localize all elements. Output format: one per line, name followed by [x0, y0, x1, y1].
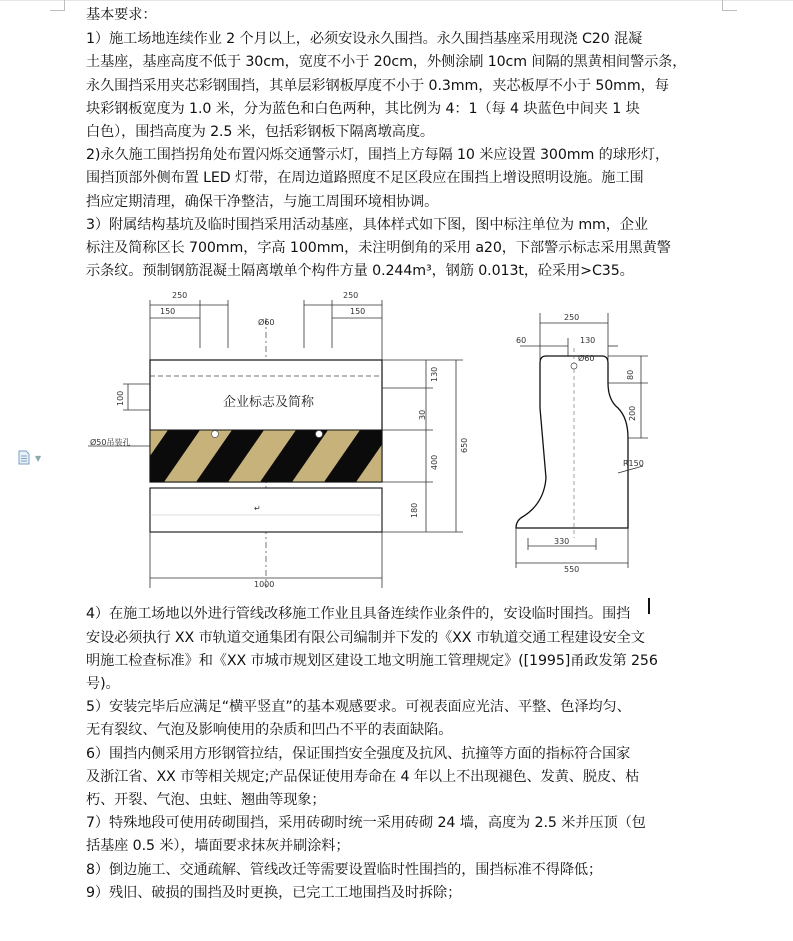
lifting-hole-label: Ø50吊装孔	[90, 438, 131, 448]
dim-label: 650	[460, 438, 469, 454]
text-line: 无有裂纹、气泡及影响使用的杂质和凹凸不平的表面缺陷。	[86, 722, 453, 739]
text-line: 2)永久施工围挡拐角处布置闪烁交通警示灯，围挡上方每隔 10 米应设置 300mm 的球形灯，	[86, 147, 670, 164]
front-left-dimension	[123, 384, 150, 410]
text-line: 土基座，基座高度不低于 30cm，宽度不小于 20cm，外侧涂刷 10cm 间隔的黑黄相间警示条，	[86, 54, 687, 71]
dim-label: 250	[564, 313, 580, 323]
front-base-band	[150, 488, 382, 532]
text-line: 安设必须执行 XX 市轨道交通集团有限公司编制并下发的《XX 市轨道交通工程建设安全文	[86, 629, 645, 646]
text-line: 8）倒边施工、交通疏解、管线改迁等需要设置临时性围挡的，围挡标准不得降低；	[86, 861, 603, 878]
front-right-dimensions	[382, 360, 463, 532]
warning-stripes	[132, 430, 456, 482]
dim-label: Ø60	[258, 318, 275, 328]
dim-label: 1000	[254, 580, 275, 590]
text-line: 括基座 0.5 米），墙面要求抹灰并刷涂料；	[86, 838, 350, 855]
text-line: 1）施工场地连续作业 2 个月以上，必须安设永久围挡。永久围挡基座采用现浇 C20 混凝	[86, 31, 643, 48]
dim-label: 130	[430, 367, 439, 383]
text-line: 示条纹。预制钢筋混凝土隔离墩单个构件方量 0.244m³，钢筋 0.013t，砼采用>C35。	[86, 263, 634, 280]
dim-label: 330	[554, 537, 570, 547]
paragraphs-after-figure	[86, 603, 711, 905]
dim-label: Ø60	[578, 354, 595, 364]
dim-label: 60	[516, 336, 527, 346]
paragraphs-before-figure	[86, 28, 711, 283]
dim-label: 250	[172, 291, 188, 301]
dim-label: 100	[116, 391, 125, 407]
dim-label: 200	[628, 406, 637, 422]
chevron-down-icon[interactable]: ▼	[35, 454, 42, 463]
lifting-hole-mark	[212, 431, 219, 438]
document-body	[86, 4, 711, 905]
logo-text-label: 企业标志及简称	[223, 395, 315, 411]
dim-label: 180	[410, 503, 419, 519]
text-line: 明施工检查标准》和《XX 市城市规划区建设工地文明施工管理规定》([1995]甬政发第 256	[86, 652, 658, 669]
text-line: 永久围挡采用夹芯彩钢围挡，其单层彩钢板厚度不小于 0.3mm，夹芯板厚不小于 50mm，每	[86, 77, 669, 94]
text-line: 6）围挡内侧采用方形钢管拉结，保证围挡安全强度及抗风、抗撞等方面的指标符合国家	[86, 745, 631, 762]
text-line: 朽、开裂、气泡、虫蛀、翘曲等现象；	[86, 792, 326, 809]
text-cursor	[648, 598, 650, 614]
document-icon[interactable]	[18, 450, 30, 465]
dim-label: 400	[430, 455, 439, 471]
section-heading: 基本要求：	[86, 7, 157, 23]
text-line: 围挡顶部外侧布置 LED 灯带，在周边道路照度不足区段应在围挡上增设照明设施。施工围	[86, 170, 644, 187]
dim-label: 130	[580, 336, 596, 346]
page-corner-mark-right	[722, 0, 737, 11]
text-line: 号)。	[86, 676, 120, 693]
text-line: 白色），围挡高度为 2.5 米，包括彩钢板下隔离墩高度。	[86, 124, 434, 141]
text-line: 标注及简称区长 700mm，字高 100mm，未注明倒角的采用 a20，下部警示标志采用黑黄警	[86, 240, 671, 257]
text-line: 3）附属结构基坑及临时围挡采用活动基座，具体样式如下图，图中标注单位为 mm，企业	[86, 216, 649, 233]
page-corner-mark-left	[50, 0, 65, 11]
text-line: 4）在施工场地以外进行管线改移施工作业且具备连续作业条件的，安设临时围挡。围挡	[86, 606, 631, 623]
text-line: 9）残旧、破损的围挡及时更换，已完工工地围挡及时拆除；	[86, 884, 462, 901]
dim-label: R150	[623, 459, 644, 469]
text-line: 块彩钢板宽度为 1.0 米，分为蓝色和白色两种，其比例为 4：1（每 4 块蓝色中间夹 1 块	[86, 100, 640, 117]
dim-label: 80	[626, 370, 635, 381]
side-profile-outline	[516, 356, 628, 528]
dim-label: 250	[343, 291, 359, 301]
dim-label: 30	[418, 410, 427, 421]
barrier-drawing-lines	[88, 288, 651, 597]
dim-label: 550	[564, 565, 580, 575]
front-top-dimensions	[150, 300, 382, 363]
side-hole-mark	[571, 363, 577, 369]
page-top-edge	[0, 0, 793, 1]
text-line: 5）安装完毕后应满足“横平竖直”的基本观感要求。可视表面应光洁、平整、色泽均匀、	[86, 699, 631, 716]
dim-label: 150	[350, 307, 366, 317]
text-line: 7）特殊地段可使用砖砌围挡，采用砖砌时统一采用砖砌 24 墙，高度为 2.5 米并压顶（包	[86, 815, 646, 832]
text-line: 挡应定期清理，确保干净整洁，与施工周围环境相协调。	[86, 193, 439, 210]
barrier-drawing	[88, 288, 651, 597]
side-bottom-dimensions	[516, 528, 628, 568]
lifting-hole-mark	[316, 431, 323, 438]
text-line: 及浙江省、XX 市等相关规定;产品保证使用寿命在 4 年以上不出现褪色、发黄、脱皮、枯	[86, 768, 640, 785]
dim-label: 150	[160, 307, 176, 317]
paragraph-marker: ↵	[254, 504, 261, 514]
